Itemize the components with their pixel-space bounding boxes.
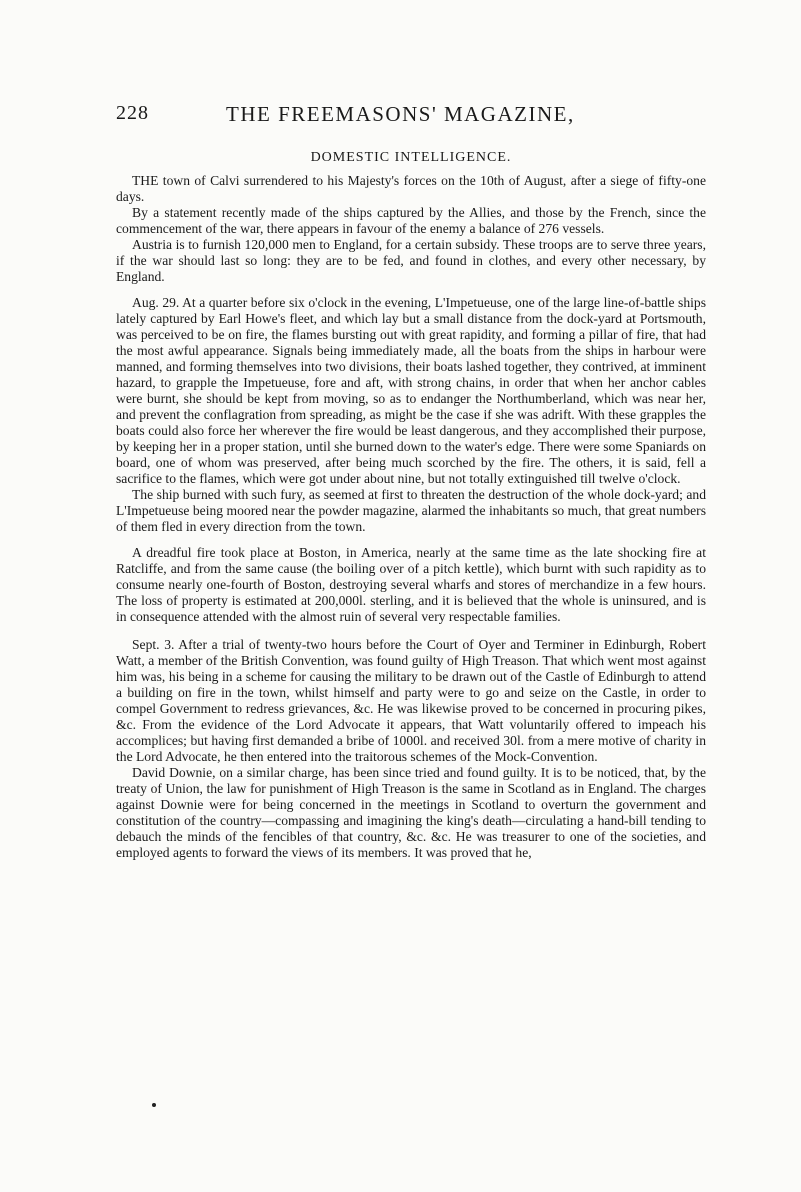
running-head [116, 102, 700, 132]
paragraph-dock-yard: The ship burned with such fury, as seemed at first to threaten the destruction of the whole dock-yard; and L'Impetueuse being moored near the powder magazine, alarmed the inhabitants so much, that great numbers of them fled in every direction from the town. [116, 487, 706, 534]
magazine-title: THE FREEMASONS' MAGAZINE, [226, 102, 575, 126]
paragraph-impetueuse-fire: Aug. 29. At a quarter before six o'clock in the evening, L'Impetueuse, one of the large line-of-battle ships lately captured by Earl Howe's fleet, and which lay but a small distance from the dock-yard at Portsmouth, was perceived to be on fire, the flames bursting out with great rapidity, and forming a pillar of fire, that had the most awful appearance. Signals being immediately made, all the boats from the ships in harbour were manned, and forming themselves into two divisions, their boats lashed together, they contrived, at imminent hazard, to grapple the Impetueuse, fore and aft, with strong chains, in order that when her anchor cables were burnt, she should be kept from moving, so as to endanger the Northumberland, which was near her, and prevent the conflagration from spreading, as might be the case if she was adrift. With these grapples the boats could also force her wherever the fire would be least dangerous, and they accomplished their purpose, by keeping her in a proper station, until she burned down to the water's edge. There were some Spaniards on board, one of whom was preserved, after being much scorched by the fire. The others, it is said, fell a sacrifice to the flames, which were got under about nine, but not totally extinguished till twelve o'clock. [116, 295, 706, 486]
paragraph-ships-captured: By a statement recently made of the ships captured by the Allies, and those by the French, since the commencement of the war, there appears in favour of the enemy a balance of 276 vessels. [116, 205, 706, 236]
printer-mark [152, 1103, 156, 1107]
article-body [116, 173, 706, 861]
paragraph-watt-trial: Sept. 3. After a trial of twenty-two hours before the Court of Oyer and Terminer in Edinburgh, Robert Watt, a member of the British Convention, was found guilty of High Treason. That which went most against him was, his being in a scheme for causing the military to be drawn out of the Castle of Edinburgh to attend a building on fire in the town, whilst himself and party were to go and seize on the Castle, in order to compel Government to redress grievances, &c. He was likewise proved to be concerned in procuring pikes, &c. From the evidence of the Lord Advocate it appears, that Watt voluntarily offered to impeach his accomplices; but having first demanded a bribe of 1000l. and received 30l. from a mere motive of charity in the Lord Advocate, he then entered into the traitorous schemes of the Mock-Convention. [116, 637, 706, 764]
page-number: 228 [116, 102, 149, 124]
section-title: DOMESTIC INTELLIGENCE. [310, 150, 512, 165]
paragraph-downie-trial: David Downie, on a similar charge, has been since tried and found guilty. It is to be noticed, that, by the treaty of Union, the law for punishment of High Treason is the same in Scotland as in England. The charges against Downie were for being concerned in the meetings in Scotland to overturn the government and constitution of the country—compassing and imagining the king's death—circulating a hand-bill tending to debauch the minds of the fencibles of that country, &c. &c. He was treasurer to one of the societies, and employed agents to forward the views of its members. It was proved that he, [116, 765, 706, 860]
paragraph-calvi: THE town of Calvi surrendered to his Majesty's forces on the 10th of August, after a siege of fifty-one days. [116, 173, 706, 204]
paragraph-austria: Austria is to furnish 120,000 men to England, for a certain subsidy. These troops are to serve three years, if the war should last so long: they are to be fed, and found in clothes, and every other necessary, by England. [116, 237, 706, 284]
paragraph-boston-fire: A dreadful fire took place at Boston, in America, nearly at the same time as the late shocking fire at Ratcliffe, and from the same cause (the boiling over of a pitch kettle), which burnt with such rapidity as to consume nearly one-fourth of Boston, destroying several wharfs and stores of merchandize in a few hours. The loss of property is estimated at 200,000l. sterling, and it is believed that the whole is uninsured, and is in consequence attended with the almost ruin of several very respectable families. [116, 545, 706, 624]
